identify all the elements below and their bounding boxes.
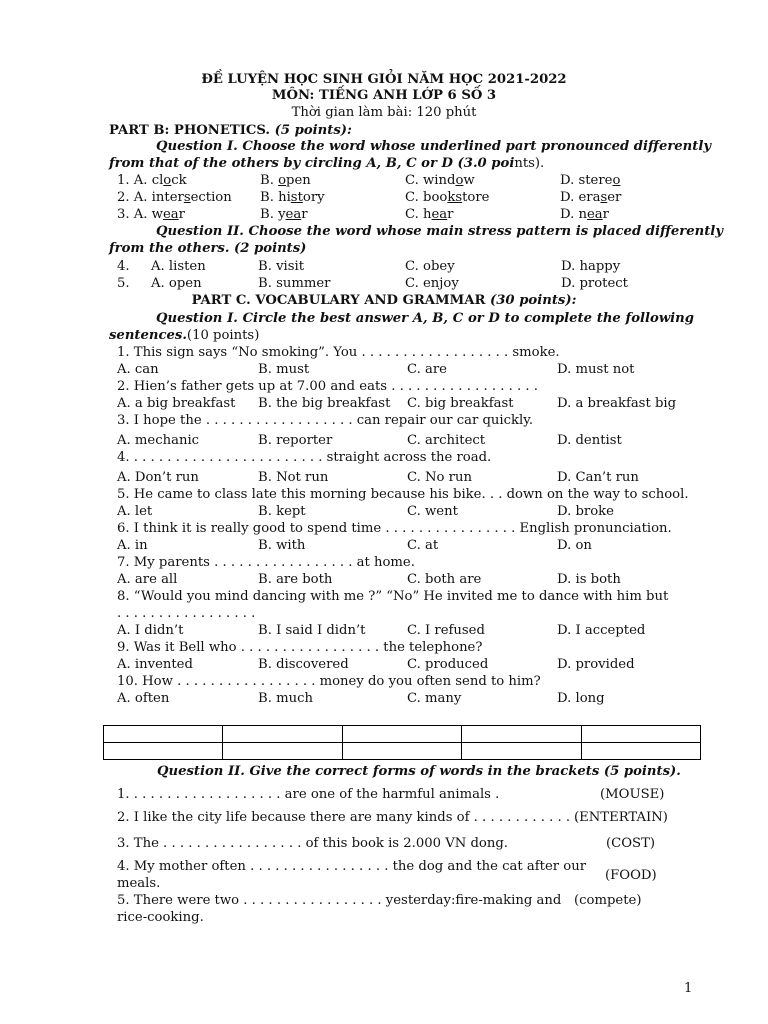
- grammar-option-a: A. let: [117, 504, 153, 519]
- grammar-option-c: C. I refused: [407, 623, 485, 638]
- grammar-option-c: C. produced: [407, 657, 489, 672]
- option-underlined-part: o: [278, 173, 287, 188]
- grammar-option-a: A. often: [117, 691, 170, 706]
- part-b-q1-instruction-1: Question I. Choose the word whose underlined part pronounced differently: [156, 139, 712, 154]
- option-text-pre: C. boo: [405, 190, 448, 205]
- stress-option-b: B. summer: [258, 276, 331, 291]
- option-text-post: r: [301, 207, 308, 222]
- grammar-option-a: A. can: [117, 362, 159, 377]
- grammar-option-c: C. architect: [407, 433, 486, 448]
- part-b-q2-instruction-1: Question II. Choose the word whose main stress pattern is placed differently: [156, 224, 723, 239]
- phonetics-option: [405, 189, 489, 206]
- grammar-question: 9. Was it Bell who . . . . . . . . . . . . . . . . . the telephone?: [117, 640, 483, 655]
- phonetics-option: [560, 189, 621, 206]
- grammar-option-d: D. dentist: [557, 433, 622, 448]
- option-underlined-part: s: [600, 190, 608, 205]
- grammar-question: 7. My parents . . . . . . . . . . . . . . . . . at home.: [117, 555, 415, 570]
- part-b-q1-instruction-2: from that of the others by circling A, B, C or D (3.0 points).: [109, 156, 545, 171]
- grammar-option-b: B. I said I didn’t: [258, 623, 366, 638]
- grammar-option-b: B. the big breakfast: [258, 396, 391, 411]
- option-text-post: r: [447, 207, 454, 222]
- option-underlined-part: o: [612, 173, 621, 188]
- option-underlined-part: s: [183, 190, 191, 205]
- option-text-pre: B.: [260, 173, 279, 188]
- word-form-sentence-cont: rice-cooking.: [117, 910, 204, 925]
- option-underlined-part: o: [455, 173, 464, 188]
- phonetics-option: [117, 189, 232, 206]
- grammar-option-c: C. No run: [407, 470, 472, 485]
- word-form-root: (COST): [606, 836, 656, 851]
- option-underlined-part: st: [290, 190, 303, 205]
- answer-cell[interactable]: [104, 726, 223, 743]
- phonetics-option: [117, 172, 187, 189]
- part-c-q2-instruction: Question II. Give the correct forms of words in the brackets (5 points).: [157, 764, 681, 779]
- doc-title: ĐỀ LUYỆN HỌC SINH GIỎI NĂM HỌC 2021-2022: [201, 72, 567, 87]
- option-underlined-part: ea: [162, 207, 179, 222]
- doc-subject: MÔN: TIẾNG ANH LỚP 6 SỐ 3: [271, 88, 497, 103]
- grammar-question: 4. . . . . . . . . . . . . . . . . . . . . . . . straight across the road.: [117, 450, 492, 465]
- grammar-option-d: D. I accepted: [557, 623, 646, 638]
- option-text-pre: D. n: [560, 207, 587, 222]
- grammar-option-c: C. both are: [407, 572, 482, 587]
- word-form-sentence: 4. My mother often . . . . . . . . . . . . . . . . . the dog and the cat after our: [117, 859, 586, 874]
- word-form-sentence: 2. I like the city life because there are many kinds of . . . . . . . . . . . . .: [117, 810, 579, 825]
- option-prefix: 2. A. inter: [117, 190, 184, 205]
- option-text-pre: C. wind: [405, 173, 456, 188]
- phonetics-option: [260, 172, 311, 189]
- part-b-q2-instruction-2: from the others. (2 points): [109, 241, 307, 256]
- grammar-option-a: A. Don’t run: [117, 470, 199, 485]
- grammar-option-a: A. are all: [117, 572, 178, 587]
- answer-cell[interactable]: [581, 726, 700, 743]
- word-form-root: (compete): [574, 893, 642, 908]
- option-text-post: r: [602, 207, 609, 222]
- option-prefix: 1. A.: [117, 173, 152, 188]
- answer-cell[interactable]: [104, 743, 223, 760]
- stress-option-a: A. open: [151, 276, 202, 291]
- option-underlined-part: ks: [447, 190, 463, 205]
- answer-table-row: [104, 743, 701, 760]
- option-text-pre: C. h: [405, 207, 432, 222]
- grammar-option-d: D. Can’t run: [557, 470, 639, 485]
- grammar-question: 6. I think it is really good to spend time . . . . . . . . . . . . . . . . English pronunciation.: [117, 521, 672, 536]
- grammar-option-d: D. must not: [557, 362, 635, 377]
- word-form-sentence-cont: meals.: [117, 876, 161, 891]
- grammar-option-b: B. must: [258, 362, 310, 377]
- phonetics-option: [405, 206, 453, 223]
- grammar-option-b: B. discovered: [258, 657, 349, 672]
- stress-option-d: D. protect: [561, 276, 628, 291]
- answer-cell[interactable]: [342, 743, 461, 760]
- grammar-option-c: C. many: [407, 691, 462, 706]
- grammar-option-b: B. Not run: [258, 470, 329, 485]
- grammar-option-a: A. in: [117, 538, 148, 553]
- word-form-root: (MOUSE): [600, 787, 665, 802]
- grammar-question-cont: . . . . . . . . . . . . . . . . .: [117, 606, 256, 621]
- option-text-post: pen: [286, 173, 311, 188]
- option-text-post: er: [607, 190, 622, 205]
- word-form-sentence: 1. . . . . . . . . . . . . . . . . . . are one of the harmful animals .: [117, 787, 500, 802]
- grammar-option-d: D. provided: [557, 657, 635, 672]
- answer-table-row: [104, 726, 701, 743]
- stress-option-c: C. enjoy: [405, 276, 459, 291]
- grammar-question: 5. He came to class late this morning because his bike. . . down on the way to school.: [117, 487, 689, 502]
- grammar-question: 2. Hien’s father gets up at 7.00 and eats . . . . . . . . . . . . . . . . . .: [117, 379, 538, 394]
- part-b-heading: PART B: PHONETICS. (5 points):: [109, 123, 352, 138]
- stress-option-a: A. listen: [151, 259, 206, 274]
- stress-option-b: B. visit: [258, 259, 305, 274]
- part-c-q1-instruction-2: sentences.(10 points): [109, 328, 260, 343]
- answer-cell[interactable]: [462, 726, 581, 743]
- grammar-option-a: A. I didn’t: [117, 623, 184, 638]
- word-form-sentence: 3. The . . . . . . . . . . . . . . . . . of this book is 2.000 VN dong.: [117, 836, 508, 851]
- option-text-post: w: [463, 173, 475, 188]
- phonetics-option: [260, 189, 325, 206]
- phonetics-option: [260, 206, 308, 223]
- grammar-option-b: B. reporter: [258, 433, 333, 448]
- answer-cell[interactable]: [462, 743, 581, 760]
- grammar-question: 10. How . . . . . . . . . . . . . . . . . money do you often send to him?: [117, 674, 541, 689]
- grammar-option-b: B. kept: [258, 504, 306, 519]
- phonetics-option: [560, 172, 620, 189]
- answer-table: [103, 725, 701, 760]
- grammar-option-a: A. invented: [117, 657, 193, 672]
- stress-option-n: 5.: [117, 276, 130, 291]
- grammar-question: 8. “Would you mind dancing with me ?” “No” He invited me to dance with him but: [117, 589, 669, 604]
- stress-option-d: D. happy: [561, 259, 621, 274]
- option-underlined-part: ea: [586, 207, 603, 222]
- option-underlined-part: ea: [285, 207, 302, 222]
- grammar-option-d: D. on: [557, 538, 592, 553]
- phonetics-option: [117, 206, 185, 223]
- option-underlined-part: ea: [431, 207, 448, 222]
- grammar-option-a: A. mechanic: [117, 433, 200, 448]
- answer-cell[interactable]: [342, 726, 461, 743]
- grammar-option-b: B. much: [258, 691, 313, 706]
- option-text-post: tore: [462, 190, 490, 205]
- option-text-pre: B. hi: [260, 190, 291, 205]
- option-text-pre: D. stere: [560, 173, 613, 188]
- grammar-option-d: D. broke: [557, 504, 614, 519]
- option-text-pre: B. y: [260, 207, 286, 222]
- grammar-option-d: D. long: [557, 691, 605, 706]
- option-text-post: r: [178, 207, 185, 222]
- word-form-root: (FOOD): [605, 868, 657, 883]
- option-text-post: ection: [190, 190, 232, 205]
- option-text-pre: D. era: [560, 190, 601, 205]
- phonetics-option: [560, 206, 609, 223]
- answer-cell[interactable]: [223, 726, 342, 743]
- page-number: 1: [684, 981, 693, 996]
- grammar-question: 1. This sign says “No smoking”. You . . . . . . . . . . . . . . . . . . smoke.: [117, 345, 560, 360]
- option-text-pre: cl: [151, 173, 164, 188]
- grammar-option-d: D. a breakfast big: [557, 396, 677, 411]
- doc-time: Thời gian làm bài: 120 phút: [291, 105, 477, 120]
- stress-option-c: C. obey: [405, 259, 455, 274]
- option-prefix: 3. A. w: [117, 207, 163, 222]
- word-form-sentence: 5. There were two . . . . . . . . . . . . . . . . . yesterday:fire-making and: [117, 893, 562, 908]
- part-c-heading: PART C. VOCABULARY AND GRAMMAR (30 points):: [191, 293, 577, 308]
- grammar-option-c: C. at: [407, 538, 439, 553]
- option-underlined-part: o: [163, 173, 172, 188]
- grammar-option-d: D. is both: [557, 572, 621, 587]
- phonetics-option: [405, 172, 475, 189]
- option-text-post: ory: [302, 190, 325, 205]
- answer-cell[interactable]: [581, 743, 700, 760]
- answer-cell[interactable]: [223, 743, 342, 760]
- part-c-q1-instruction-1: Question I. Circle the best answer A, B, C or D to complete the following: [156, 311, 694, 326]
- grammar-question: 3. I hope the . . . . . . . . . . . . . . . . . . can repair our car quickly.: [117, 413, 534, 428]
- grammar-option-c: C. went: [407, 504, 458, 519]
- stress-option-n: 4.: [117, 259, 130, 274]
- word-form-root: (ENTERTAIN): [574, 810, 668, 825]
- option-text-post: ck: [171, 173, 187, 188]
- grammar-option-b: B. are both: [258, 572, 333, 587]
- grammar-option-c: C. big breakfast: [407, 396, 514, 411]
- grammar-option-c: C. are: [407, 362, 447, 377]
- grammar-option-b: B. with: [258, 538, 306, 553]
- grammar-option-a: A. a big breakfast: [117, 396, 236, 411]
